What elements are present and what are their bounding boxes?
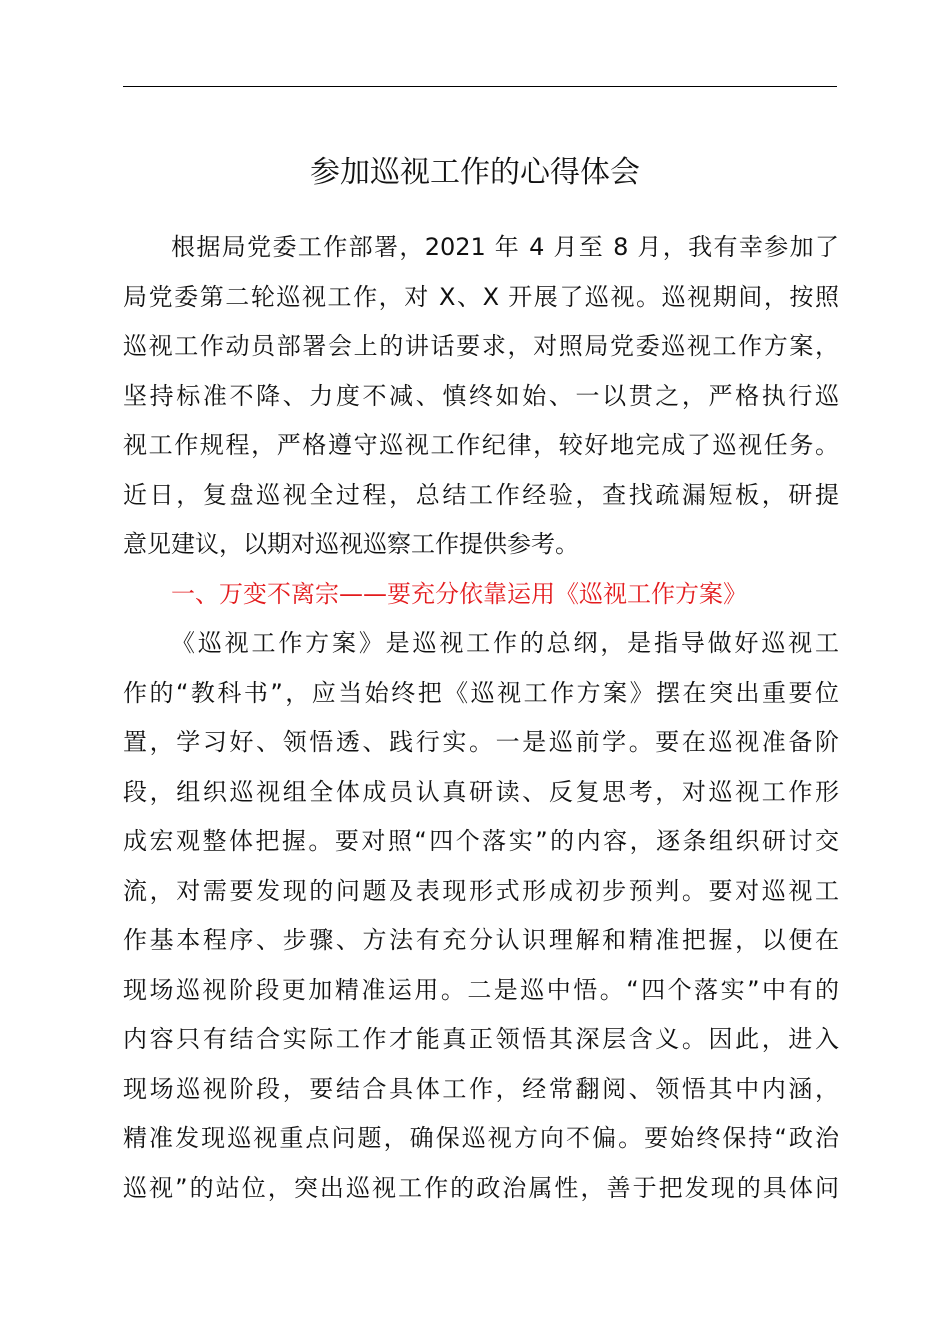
text-line: 精准发现巡视重点问题，确保巡视方向不偏。要始终保持“政治: [123, 1124, 839, 1152]
paragraph-section-1: [123, 619, 839, 1213]
text-line: 现场巡视阶段，要结合具体工作，经常翻阅、领悟其中内涵，: [123, 1074, 839, 1103]
text-line: 意见建议，以期对巡视巡察工作提供参考。: [123, 530, 579, 558]
text-line: 局党委第二轮巡视工作，对 X、X 开展了巡视。巡视期间，按照: [123, 282, 839, 311]
document-title: 参加巡视工作的心得体会: [310, 155, 640, 190]
document-body: [123, 223, 839, 1213]
text-line: 作基本程序、步骤、方法有充分认识理解和精准把握，以便在: [123, 926, 839, 954]
text-line: 段，组织巡视组全体成员认真研读、反复思考，对巡视工作形: [123, 777, 839, 806]
header-rule: [123, 86, 837, 87]
text-line: 成宏观整体把握。要对照“四个落实”的内容，逐条组织研讨交: [123, 827, 839, 855]
text-line: 内容只有结合实际工作才能真正领悟其深层含义。因此，进入: [123, 1025, 839, 1053]
text-line: 巡视”的站位，突出巡视工作的政治属性，善于把发现的具体问: [123, 1173, 839, 1202]
text-line: 视工作规程，严格遵守巡视工作纪律，较好地完成了巡视任务。: [123, 431, 839, 459]
section-heading-1: 一、万变不离宗——要充分依靠运用《巡视工作方案》: [171, 579, 747, 608]
text-line: 置，学习好、领悟透、践行实。一是巡前学。要在巡视准备阶: [123, 728, 839, 756]
text-line: 坚持标准不降、力度不减、慎终如始、一以贯之，严格执行巡: [123, 381, 839, 410]
text-line: 近日，复盘巡视全过程，总结工作经验，查找疏漏短板，研提: [123, 480, 839, 509]
text-line: 巡视工作动员部署会上的讲话要求，对照局党委巡视工作方案，: [123, 332, 839, 360]
text-line: 根据局党委工作部署，2021 年 4 月至 8 月，我有幸参加了: [171, 233, 839, 261]
text-line: 作的“教科书”，应当始终把《巡视工作方案》摆在突出重要位: [123, 678, 839, 707]
text-line: 现场巡视阶段更加精准运用。二是巡中悟。“四个落实”中有的: [123, 975, 839, 1004]
text-line: 《巡视工作方案》是巡视工作的总纲，是指导做好巡视工: [171, 629, 839, 657]
paragraph-intro: [123, 223, 839, 570]
text-line: 流，对需要发现的问题及表现形式形成初步预判。要对巡视工: [123, 876, 839, 905]
